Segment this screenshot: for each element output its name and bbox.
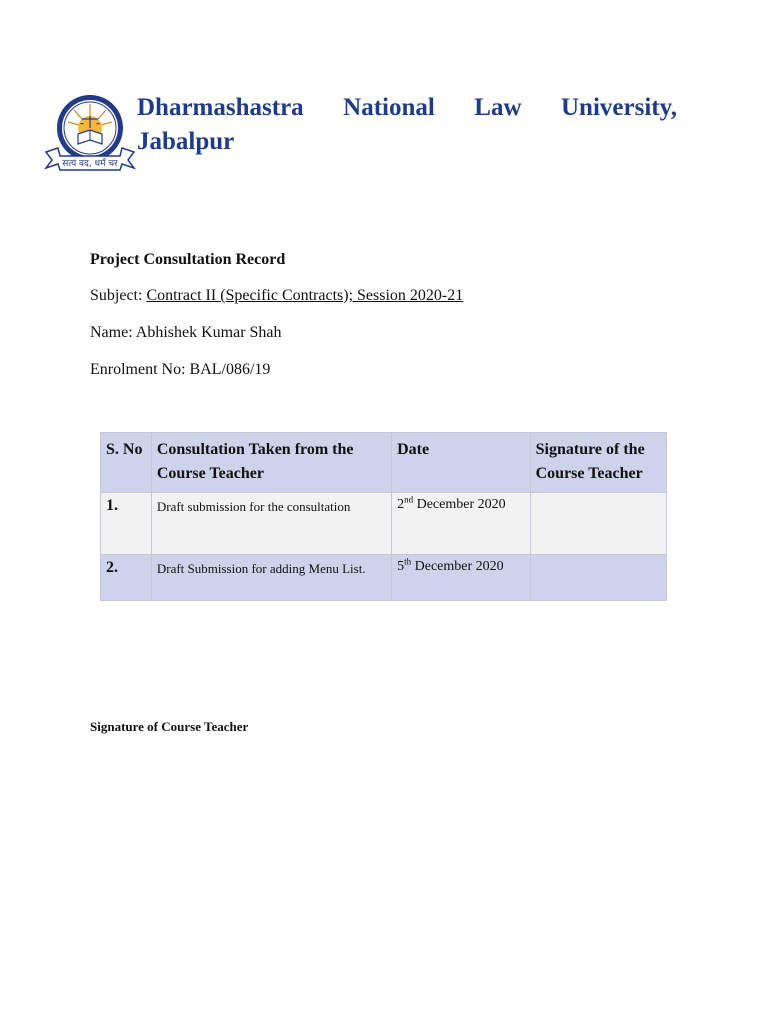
table-header-row: [101, 433, 667, 493]
header-sno: S. No: [101, 433, 152, 493]
date-rest: December 2020: [413, 497, 506, 512]
date-day: 5: [397, 559, 405, 574]
university-name-line2: Jabalpur: [137, 128, 235, 155]
row-consultation: Draft Submission for adding Menu List.: [151, 555, 391, 601]
row-sno: 2.: [101, 555, 152, 601]
university-name-word: University,: [561, 94, 677, 121]
date-suffix: th: [404, 556, 412, 567]
date-suffix: nd: [404, 494, 414, 505]
subject-line: [90, 286, 463, 306]
row-signature: [530, 555, 666, 601]
university-logo: [44, 90, 136, 176]
subject-label: Subject:: [90, 287, 147, 304]
date-day: 2: [397, 497, 405, 512]
consultation-table: [100, 432, 667, 601]
row-date: [392, 555, 531, 601]
row-signature: [530, 493, 666, 555]
university-name-word: Law: [474, 94, 522, 121]
date-rest: December 2020: [411, 559, 504, 574]
document-header: [44, 88, 684, 188]
signature-label: Signature of Course Teacher: [90, 719, 249, 734]
table-row: [101, 555, 667, 601]
subject-value: Contract II (Specific Contracts); Session 2020-21: [146, 287, 464, 304]
university-name-line1: [137, 91, 677, 125]
student-name: Name: Abhishek Kumar Shah: [90, 324, 282, 341]
university-name-word: Dharmashastra: [137, 94, 304, 121]
header-signature: Signature of the Course Teacher: [530, 433, 666, 493]
university-name-word: National: [343, 94, 435, 121]
record-title: Project Consultation Record: [90, 251, 286, 268]
row-sno: 1.: [101, 493, 152, 555]
university-name: [137, 91, 677, 159]
logo-motto-text: सत्यं वद, धर्मं चर: [62, 159, 118, 169]
header-date: Date: [392, 433, 531, 493]
header-consultation: Consultation Taken from the Course Teacher: [151, 433, 391, 493]
row-date: [392, 493, 531, 555]
enrolment-number: Enrolment No: BAL/086/19: [90, 361, 271, 378]
table-row: [101, 493, 667, 555]
row-consultation: Draft submission for the consultation: [151, 493, 391, 555]
